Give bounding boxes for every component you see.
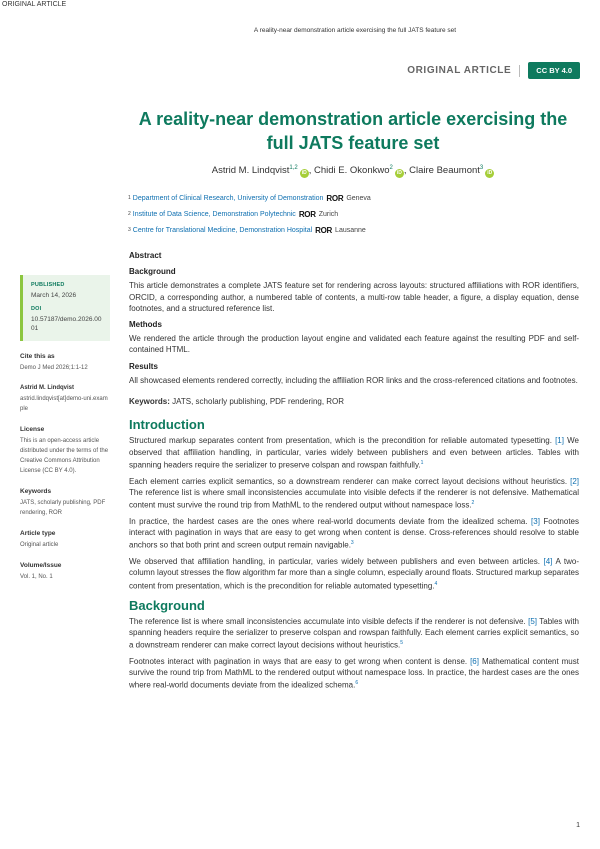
article-title: A reality-near demonstration article exercising the full JATS feature set	[138, 109, 568, 153]
affiliation-item	[128, 190, 371, 206]
paragraph	[129, 435, 579, 470]
paragraph	[129, 616, 579, 651]
author-list	[128, 165, 578, 178]
affiliation-number: 1	[128, 195, 131, 201]
published-label: PUBLISHED	[31, 282, 65, 288]
publication-info-box	[20, 275, 110, 341]
abstract-methods-heading: Methods	[129, 320, 162, 330]
footnote-ref[interactable]: 5	[400, 640, 404, 647]
affiliation-link[interactable]: Centre for Translational Medicine, Demonstration Hospital	[132, 226, 313, 234]
footnote-ref[interactable]: 1	[420, 459, 424, 466]
corresponding-author-section	[20, 385, 110, 414]
cite-text: Demo J Med 2026;1:1-12	[20, 365, 88, 371]
keywords-label: Keywords:	[129, 397, 170, 407]
orcid-icon[interactable]: iD	[396, 170, 402, 177]
article-type: ORIGINAL ARTICLE	[407, 65, 512, 76]
affiliation-link[interactable]: Institute of Data Science, Demonstration Polytechnic	[132, 210, 296, 218]
author-name[interactable]: Astrid M. Lindqvist	[211, 165, 290, 177]
affiliation-city: Lausanne	[335, 226, 366, 234]
abstract-results-heading: Results	[129, 361, 158, 371]
paragraph-text: Tables with spanning headers require the serializer to preserve colspan and rowspan faithfully. Each element carries explicit semantics, so a downstream renderer can make correct layout decisions without heuristics.	[129, 616, 580, 650]
paragraph-text: The reference list is where small inconsistencies accumulate into visible defects if the renderer is not defensive.	[129, 616, 526, 626]
top-article-label: ORIGINAL ARTICLE	[2, 1, 67, 8]
paragraph-text: The reference list is where small inconsistencies accumulate into visible defects if the renderer is not defensive. Mathematical content must survive the round trip from MathML to the rendered output without namespace loss.	[129, 487, 579, 510]
paragraph-text: Footnotes interact with pagination in ways that are easy to get wrong when content is dense. Cross-references should resolve to stable anchors so that both print and screen output remain navigable.	[129, 516, 579, 551]
ror-icon[interactable]: ROR	[326, 193, 344, 203]
footnote-ref[interactable]: 2	[471, 500, 475, 507]
affiliation-list	[128, 190, 371, 238]
article-type-heading: Article type	[20, 530, 56, 537]
license-text: This is an open-access article distributed under the terms of the Creative Commons Attribution License (CC BY 4.0).	[20, 438, 109, 474]
license-section	[20, 426, 110, 476]
footnote-ref[interactable]: 4	[434, 580, 438, 587]
affiliation-link[interactable]: Department of Clinical Research, University of Demonstration	[132, 194, 324, 202]
author-affil-ref: 2	[389, 165, 393, 171]
paragraph-text: Structured markup separates content from presentation, which is the precondition for reliable automated typesetting.	[129, 436, 552, 446]
introduction-heading: Introduction	[129, 417, 205, 433]
paragraph-text: We observed that affiliation handling, in particular, varies widely between publishers and even between articles. Tables with spanning headers require the serializer to preserve colspan and rowspan faithfully.	[129, 436, 579, 470]
license-badge[interactable]: CC BY 4.0	[528, 62, 580, 79]
keywords-value: JATS, scholarly publishing, PDF rendering, ROR	[172, 397, 345, 407]
citation-link[interactable]: [1]	[555, 436, 564, 446]
doi-label: DOI	[31, 306, 42, 312]
citation-link[interactable]: [2]	[570, 476, 580, 486]
affiliation-city: Zurich	[318, 210, 339, 218]
cite-heading: Cite this as	[20, 353, 55, 360]
doi-value[interactable]: 10.57187/demo.2026.0001	[31, 316, 102, 332]
corresponding-author-name: Astrid M. Lindqvist	[20, 385, 74, 391]
cite-section	[20, 353, 110, 373]
affiliation-number: 3	[128, 227, 131, 233]
orcid-icon[interactable]: iD	[487, 170, 493, 177]
page-number: 1	[576, 822, 580, 829]
author-affil-ref: 3	[479, 165, 484, 171]
author-name[interactable]: Chidi E. Okonkwo	[314, 165, 390, 177]
citation-link[interactable]: [6]	[470, 656, 479, 666]
paragraph	[129, 476, 579, 511]
volume-heading: Volume/Issue	[20, 562, 62, 569]
ror-icon[interactable]: ROR	[315, 225, 333, 235]
keywords-text: JATS, scholarly publishing, PDF rendering, ROR	[20, 500, 106, 516]
affiliation-item	[128, 206, 371, 222]
keywords-line	[129, 396, 579, 407]
affiliation-city: Geneva	[346, 194, 371, 202]
paragraph-text: We observed that affiliation handling, in particular, varies widely between publishers and even between articles.	[129, 557, 540, 567]
abstract-heading: Abstract	[129, 251, 162, 260]
background-heading: Background	[129, 597, 205, 613]
volume-section	[20, 562, 110, 582]
citation-link[interactable]: [5]	[528, 616, 538, 626]
keywords-section	[20, 488, 110, 518]
volume-text: Vol. 1, No. 1	[20, 574, 53, 580]
footnote-ref[interactable]: 6	[355, 680, 359, 687]
orcid-icon[interactable]: iD	[301, 170, 307, 177]
abstract-background-heading: Background	[129, 267, 176, 277]
corresponding-author-email[interactable]: astrid.lindqvist[at]demo-uni.example	[20, 396, 108, 412]
paragraph-text: Footnotes interact with pagination in ways that are easy to get wrong when content is dense.	[129, 656, 468, 666]
abstract-methods-text: We rendered the article through the production layout engine and validated each feature against the resulting PDF and self-contained HTML.	[129, 334, 579, 355]
paragraph	[129, 556, 579, 591]
abstract-background-text: This article demonstrates a complete JATS feature set for rendering across layouts: structured affiliations with ROR identifiers, ORCID, a corresponding author, a numbered table of contents, a multi-row table header, a figure, a display equation, dense footnotes, and a structured reference list.	[129, 281, 579, 313]
license-heading: License	[20, 426, 45, 433]
article-body	[129, 250, 579, 696]
keywords-heading: Keywords	[20, 488, 52, 495]
article-type-text: Original article	[20, 542, 59, 548]
paragraph	[129, 656, 579, 691]
article-type-section	[20, 530, 110, 550]
paragraph-text: In practice, the hardest cases are the ones where real-world documents deviate from the idealized schema.	[129, 516, 528, 526]
paragraph-text: A two-column layout stresses the flow algorithm far more than a single column, especially around floats. Structured markup separates content from presentation, which is the precondition for reliable automated typesetting.	[129, 557, 580, 591]
citation-link[interactable]: [4]	[543, 557, 553, 567]
published-date: March 14, 2026	[31, 292, 77, 299]
paragraph-text: Mathematical content must survive the round trip from MathML to the rendered output without namespace loss. In practice, the hardest cases are the ones where real-world documents deviate from the idealized schema.	[129, 656, 579, 691]
author-affil-ref: 1,2	[289, 165, 298, 171]
divider	[519, 65, 520, 77]
author-separator: ,	[308, 165, 314, 177]
citation-link[interactable]: [3]	[531, 516, 540, 526]
affiliation-number: 2	[128, 211, 131, 217]
author-separator: ,	[403, 165, 410, 177]
article-sidebar	[20, 275, 110, 582]
paragraph-text: Each element carries explicit semantics, so a downstream renderer can make correct layout decisions without heuristics.	[129, 476, 568, 486]
ror-icon[interactable]: ROR	[298, 209, 316, 219]
footnote-ref[interactable]: 3	[350, 540, 354, 547]
affiliation-item	[128, 222, 371, 238]
paragraph	[129, 516, 579, 551]
article-type-bar	[407, 62, 580, 79]
abstract-results-text: All showcased elements rendered correctly, including the affiliation ROR links and the cross-referenced citations and footnotes.	[129, 375, 578, 385]
author-name[interactable]: Claire Beaumont	[409, 165, 480, 177]
running-head: A reality-near demonstration article exercising the full JATS feature set	[253, 27, 457, 34]
